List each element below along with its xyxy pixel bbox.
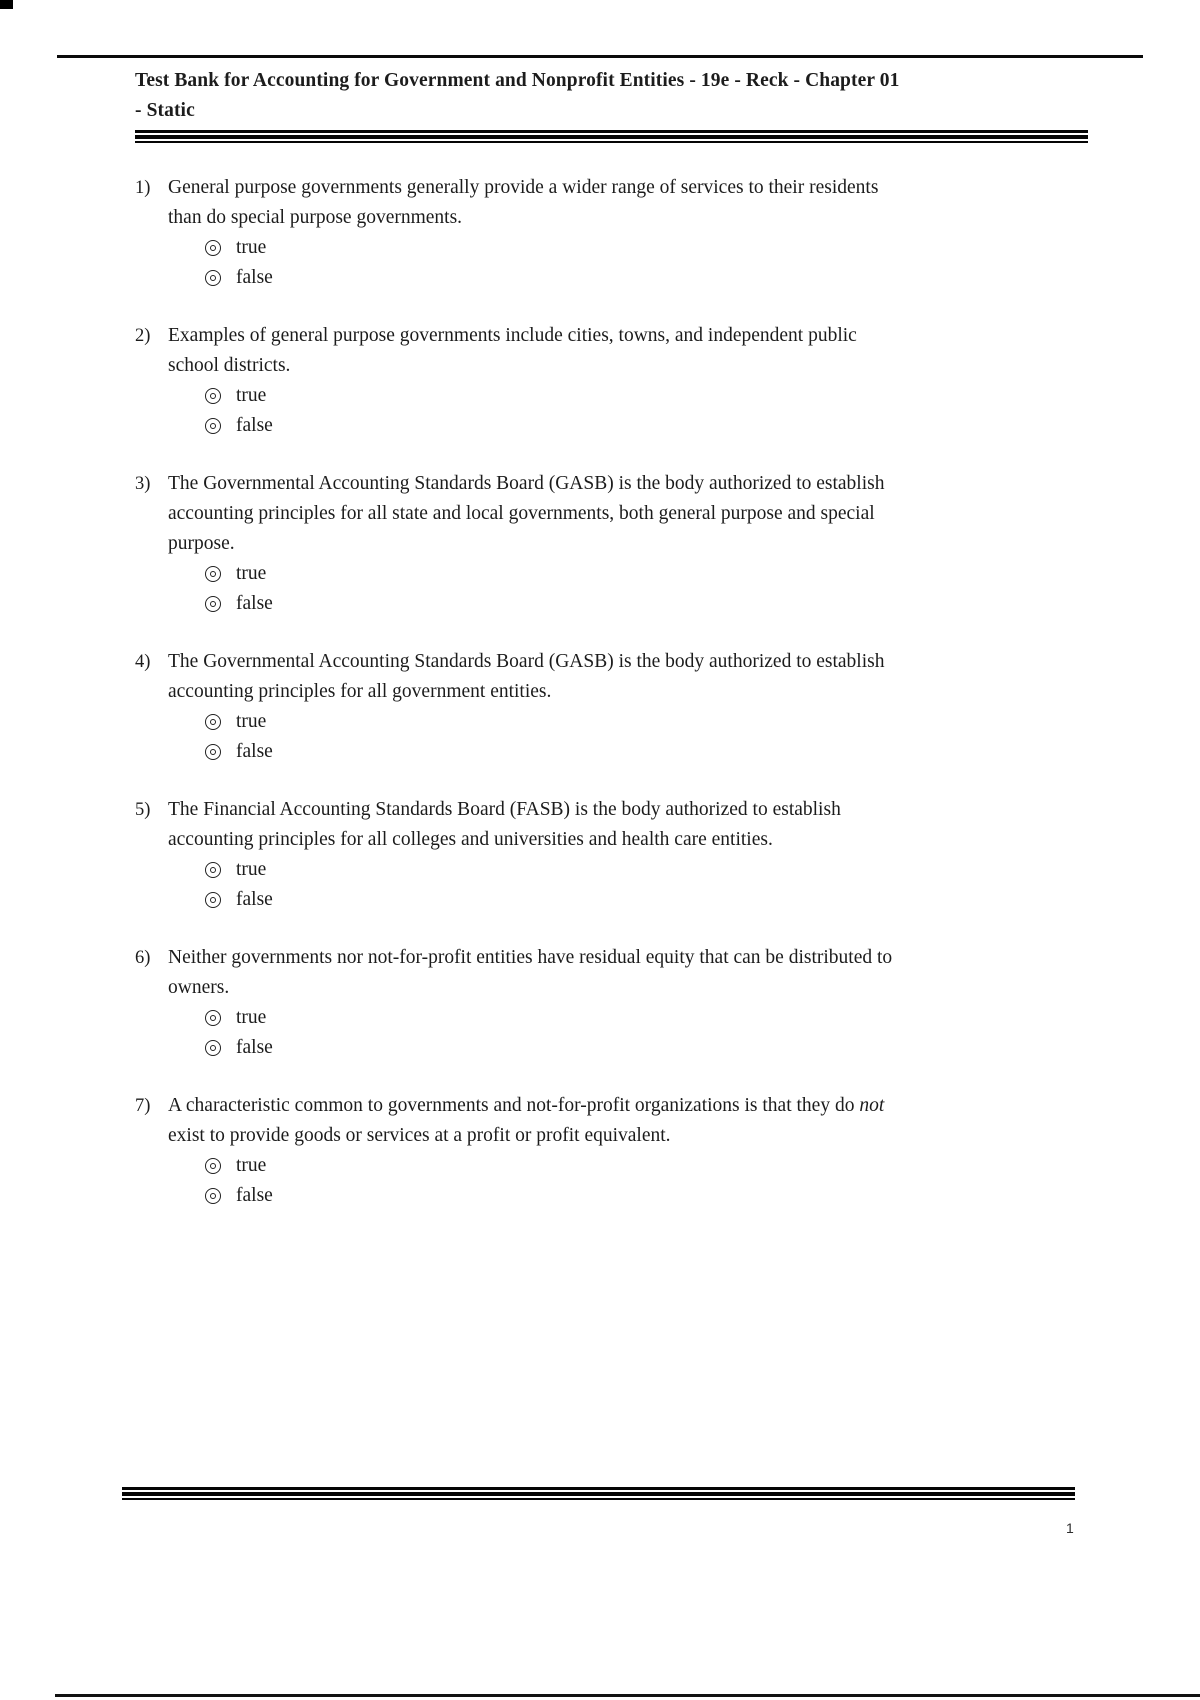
question-text-line: accounting principles for all state and local governments, both general purpose and special — [168, 503, 875, 524]
question-text-line: than do special purpose governments. — [168, 207, 463, 228]
answer-option-label: false — [236, 267, 273, 288]
answer-option-label: false — [236, 593, 273, 614]
document-title-line-1: Test Bank for Accounting for Government and Nonprofit Entities - 19e - Reck - Chapter 01 — [135, 70, 900, 91]
divider-line — [122, 1487, 1075, 1490]
question-text-line: purpose. — [168, 533, 235, 554]
question-item — [135, 795, 1200, 915]
question-body — [168, 469, 1088, 619]
answer-option-label: false — [236, 1037, 273, 1058]
question-body — [168, 1091, 1088, 1211]
question-text-line: accounting principles for all colleges and universities and health care entities. — [168, 829, 773, 850]
question-item — [135, 469, 1200, 619]
answer-option-row — [168, 707, 1088, 737]
radio-button-icon[interactable] — [205, 862, 221, 878]
radio-button-icon[interactable] — [205, 744, 221, 760]
header-divider-rule — [135, 130, 1088, 143]
radio-button-icon[interactable] — [205, 388, 221, 404]
answer-option-label: false — [236, 741, 273, 762]
question-text-line: The Governmental Accounting Standards Board (GASB) is the body authorized to establish — [168, 473, 885, 494]
answer-option-label: false — [236, 889, 273, 910]
question-item — [135, 647, 1200, 767]
question-body — [168, 795, 1088, 915]
scan-corner-artifact — [0, 0, 13, 9]
divider-line — [135, 130, 1088, 133]
question-text-line: A characteristic common to governments and not-for-profit organizations is that they do not — [168, 1095, 885, 1116]
answer-option-row — [168, 737, 1088, 767]
answer-option-row — [168, 559, 1088, 589]
answer-option-label: true — [236, 711, 267, 732]
radio-button-icon[interactable] — [205, 1010, 221, 1026]
question-item — [135, 1091, 1200, 1211]
radio-button-icon[interactable] — [205, 596, 221, 612]
radio-button-icon[interactable] — [205, 714, 221, 730]
question-list — [135, 173, 1200, 1211]
radio-button-icon[interactable] — [205, 1040, 221, 1056]
answer-option-label: true — [236, 1007, 267, 1028]
question-body — [168, 943, 1088, 1063]
question-number: 6) — [135, 948, 151, 968]
question-number: 2) — [135, 326, 151, 346]
answer-option-row — [168, 233, 1088, 263]
divider-line — [135, 141, 1088, 143]
answer-option-row — [168, 1003, 1088, 1033]
question-text-line: school districts. — [168, 355, 291, 376]
answer-option-row — [168, 1033, 1088, 1063]
question-body — [168, 321, 1088, 441]
question-number: 5) — [135, 800, 151, 820]
answer-option-label: false — [236, 415, 273, 436]
radio-button-icon[interactable] — [205, 270, 221, 286]
divider-line — [135, 135, 1088, 139]
question-text-line: owners. — [168, 977, 230, 998]
question-text-line: General purpose governments generally provide a wider range of services to their residents — [168, 177, 879, 198]
answer-option-label: true — [236, 859, 267, 880]
answer-option-label: true — [236, 237, 267, 258]
footer-divider-rule — [122, 1487, 1075, 1500]
answer-option-row — [168, 381, 1088, 411]
question-number: 7) — [135, 1096, 151, 1116]
question-number: 1) — [135, 178, 151, 198]
radio-button-icon[interactable] — [205, 892, 221, 908]
question-text-line: accounting principles for all government entities. — [168, 681, 552, 702]
page-number: 1 — [1066, 1520, 1074, 1536]
answer-option-row — [168, 1151, 1088, 1181]
answer-option-row — [168, 589, 1088, 619]
answer-option-row — [168, 263, 1088, 293]
answer-option-row — [168, 1181, 1088, 1211]
question-text-line: exist to provide goods or services at a profit or profit equivalent. — [168, 1125, 671, 1146]
page-bottom-edge-line — [55, 1694, 1200, 1697]
answer-option-label: true — [236, 1155, 267, 1176]
question-item — [135, 943, 1200, 1063]
radio-button-icon[interactable] — [205, 418, 221, 434]
question-item — [135, 173, 1200, 293]
question-text-line: The Governmental Accounting Standards Board (GASB) is the body authorized to establish — [168, 651, 885, 672]
answer-option-label: false — [236, 1185, 273, 1206]
question-text-line: Neither governments nor not-for-profit entities have residual equity that can be distributed to — [168, 947, 893, 968]
header-top-rule — [57, 55, 1143, 58]
radio-button-icon[interactable] — [205, 240, 221, 256]
radio-button-icon[interactable] — [205, 1188, 221, 1204]
question-text-line: The Financial Accounting Standards Board (FASB) is the body authorized to establish — [168, 799, 841, 820]
radio-button-icon[interactable] — [205, 566, 221, 582]
answer-option-row — [168, 855, 1088, 885]
question-text-line: Examples of general purpose governments include cities, towns, and independent public — [168, 325, 857, 346]
question-body — [168, 647, 1088, 767]
answer-option-label: true — [236, 385, 267, 406]
document-title-line-2: - Static — [135, 100, 195, 121]
divider-line — [122, 1498, 1075, 1500]
answer-option-row — [168, 411, 1088, 441]
question-number: 3) — [135, 474, 151, 494]
radio-button-icon[interactable] — [205, 1158, 221, 1174]
document-title — [135, 66, 1040, 126]
answer-option-row — [168, 885, 1088, 915]
question-number: 4) — [135, 652, 151, 672]
question-item — [135, 321, 1200, 441]
answer-option-label: true — [236, 563, 267, 584]
question-body — [168, 173, 1088, 293]
divider-line — [122, 1492, 1075, 1496]
